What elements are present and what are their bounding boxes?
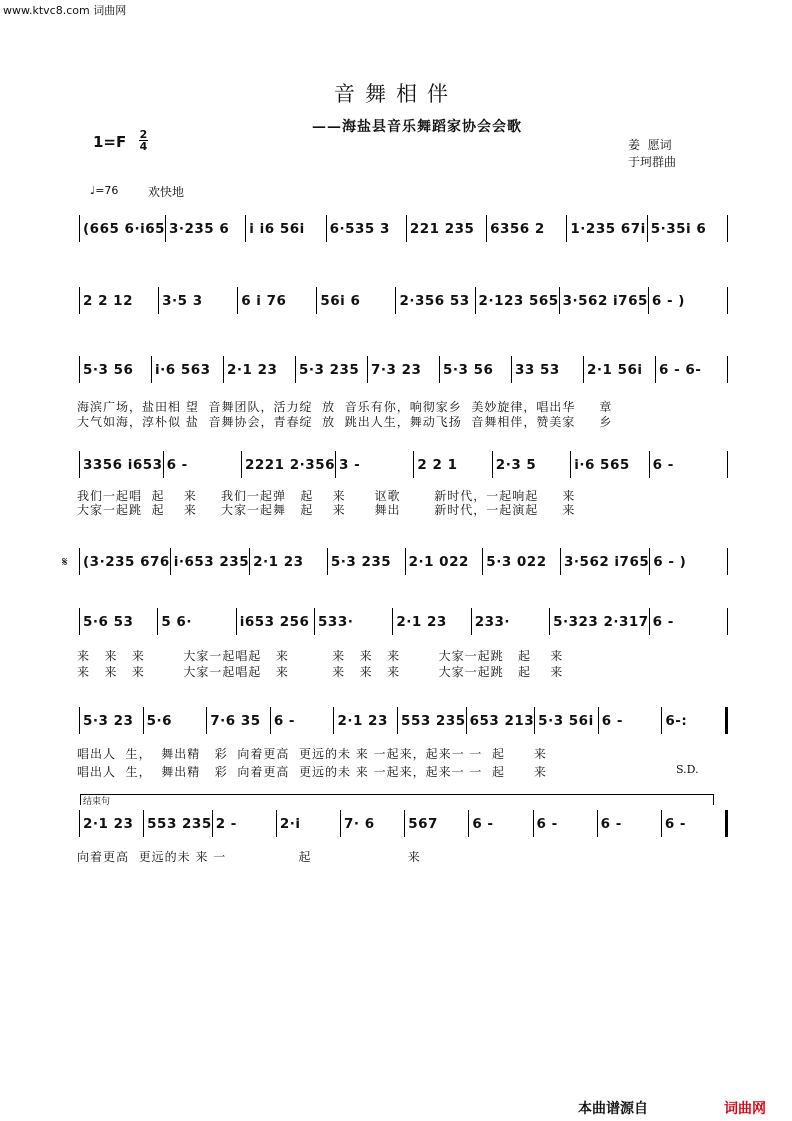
lyric-line: 唱出人 生， 舞出精 彩 向着更高 更远的未 来 一起来，起来一 一 起 来 xyxy=(77,765,547,779)
barline xyxy=(727,287,728,314)
measure: 6 - ) xyxy=(653,553,687,570)
measure: 5 6· xyxy=(161,613,192,630)
lyricist-credit: 姜 愿词 xyxy=(628,138,672,152)
measure: 3·562 i765 xyxy=(564,553,650,570)
measure: i653 256 xyxy=(239,613,310,630)
measure: 3356 i653 xyxy=(83,456,163,473)
measure: i·653 235 xyxy=(173,553,250,570)
measure: (665 6·i65 xyxy=(83,220,165,237)
measure: 3·562 i765 xyxy=(562,292,648,309)
lyric-line: 向着更高 更远的未 来 一 起 来 xyxy=(77,850,421,864)
measure: 5·3 56 xyxy=(443,361,494,378)
staff-line xyxy=(79,810,728,837)
measure: i·6 563 xyxy=(155,361,211,378)
staff-line xyxy=(79,707,728,734)
composer-credit: 于珂群曲 xyxy=(628,155,677,169)
measure: 5·3 56i xyxy=(538,712,594,729)
sd-marking: S.D. xyxy=(676,763,699,776)
measure: 5·3 23 xyxy=(83,712,134,729)
measure: i i6 56i xyxy=(249,220,305,237)
measure: 6 - xyxy=(166,456,188,473)
measure: 6 - xyxy=(273,712,296,729)
measure: 7· 6 xyxy=(344,815,375,832)
measure: (3·235 676 xyxy=(83,553,170,570)
measure: 6 - 6- xyxy=(659,361,702,378)
staff-line xyxy=(79,356,728,383)
measure: 6 - xyxy=(536,815,558,832)
measure: 5·3 56 xyxy=(83,361,134,378)
ending-bracket xyxy=(80,794,714,805)
measure: 3 - xyxy=(338,456,361,473)
measure: 2·123 565 xyxy=(478,292,559,309)
measure: 2·i xyxy=(279,815,301,832)
measure: 7·6 35 xyxy=(210,712,261,729)
segno-sign: 𝄋 xyxy=(62,555,68,570)
measure: 6 - xyxy=(652,613,674,630)
measure: 3·235 6 xyxy=(169,220,230,237)
barline xyxy=(727,451,728,478)
measure: 2·1 56i xyxy=(587,361,643,378)
measure: 653 213 xyxy=(469,712,535,729)
song-subtitle: ——海盐县音乐舞蹈家协会会歌 xyxy=(312,119,522,135)
measure: 233· xyxy=(474,613,511,630)
song-title: 音舞相伴 xyxy=(334,82,458,106)
measure: 6 - xyxy=(652,456,674,473)
staff-line xyxy=(79,287,728,314)
measure: 2·1 23 xyxy=(337,712,388,729)
measure: 2·1 23 xyxy=(253,553,304,570)
measure: 2221 2·356 xyxy=(245,456,335,473)
measure: 2 - xyxy=(215,815,237,832)
meter-bottom: 4 xyxy=(139,140,148,153)
barline xyxy=(727,608,728,635)
staff-line xyxy=(79,548,728,575)
measure: 221 235 xyxy=(409,220,475,237)
staff-line xyxy=(79,215,728,242)
measure: 2·356 53 xyxy=(399,292,470,309)
measure: 6 - ) xyxy=(651,292,685,309)
measure: 7·3 23 xyxy=(371,361,422,378)
measure: 5·6 xyxy=(146,712,173,729)
source-site-link[interactable]: 词曲网 xyxy=(724,1101,766,1117)
lyric-line: 唱出人 生， 舞出精 彩 向着更高 更远的未 来 一起来，起来一 一 起 来 xyxy=(77,747,547,761)
measure: 5·323 2·317 xyxy=(553,613,649,630)
lyric-line: 来 来 来 大家一起唱起 来 来 来 来 大家一起跳 起 来 xyxy=(77,665,564,679)
lyric-line: 大家一起跳 起 来 大家一起舞 起 来 舞出 新时代，一起演起 来 xyxy=(77,503,576,517)
measure: 553 235 xyxy=(147,815,212,832)
lyric-line: 大气如海，淳朴似 盐 音舞协会，青春绽 放 跳出人生，舞动飞扬 音舞相伴，赞美家 乡 xyxy=(77,415,613,429)
measure: 2·1 23 xyxy=(83,815,134,832)
barline xyxy=(725,707,728,734)
barline xyxy=(727,548,728,575)
measure: 6 i 76 xyxy=(241,292,287,309)
barline xyxy=(727,215,728,242)
measure: 6 - xyxy=(601,712,623,729)
barline xyxy=(725,810,728,837)
measure: 6-: xyxy=(665,712,688,729)
measure: 3·5 3 xyxy=(162,292,203,309)
measure: 533· xyxy=(318,613,354,630)
meter-top: 2 xyxy=(139,128,148,141)
lyric-line: 来 来 来 大家一起唱起 来 来 来 来 大家一起跳 起 来 xyxy=(77,649,564,663)
measure: 6356 2 xyxy=(490,220,545,237)
ending-label: 结束句 xyxy=(83,797,111,807)
staff-line xyxy=(79,451,728,478)
tempo-marking: ♩=76 xyxy=(90,184,119,197)
measure: 2 2 1 xyxy=(417,456,458,473)
measure: 2·1 23 xyxy=(227,361,278,378)
measure: 2·1 022 xyxy=(408,553,469,570)
measure: 2 2 12 xyxy=(83,292,133,309)
lyric-line: 我们一起唱 起 来 我们一起弹 起 来 讴歌 新时代，一起响起 来 xyxy=(77,489,576,503)
staff-line xyxy=(79,608,728,635)
site-url[interactable]: www.ktvc8.com 词曲网 xyxy=(3,4,127,17)
measure: 2·3 5 xyxy=(495,456,537,473)
measure: 2·1 23 xyxy=(396,613,447,630)
measure: 5·3 235 xyxy=(330,553,392,570)
barline xyxy=(727,356,728,383)
key-signature: 1=F xyxy=(93,133,127,151)
measure: 33 53 xyxy=(515,361,560,378)
source-label: 本曲谱源自 xyxy=(578,1101,648,1117)
lyric-line: 海滨广场，盐田相 望 音舞团队，活力绽 放 音乐有你，响彻家乡 美妙旋律，唱出华 章 xyxy=(77,400,613,414)
measure: 6·535 3 xyxy=(329,220,390,237)
measure: 5·3 235 xyxy=(299,361,360,378)
measure: i·6 565 xyxy=(574,456,630,473)
measure: 6 - xyxy=(600,815,622,832)
measure: 56i 6 xyxy=(320,292,361,309)
measure: 553 235 xyxy=(401,712,466,729)
time-signature xyxy=(139,129,148,152)
measure: 6 - xyxy=(664,815,687,832)
expression-marking: 欢快地 xyxy=(148,185,185,199)
measure: 5·6 53 xyxy=(83,613,134,630)
measure: 5·35i 6 xyxy=(650,220,707,237)
measure: 6 - xyxy=(472,815,494,832)
measure: 1·235 67i xyxy=(570,220,646,237)
measure: 567 xyxy=(408,815,438,832)
measure: 5·3 022 xyxy=(486,553,547,570)
